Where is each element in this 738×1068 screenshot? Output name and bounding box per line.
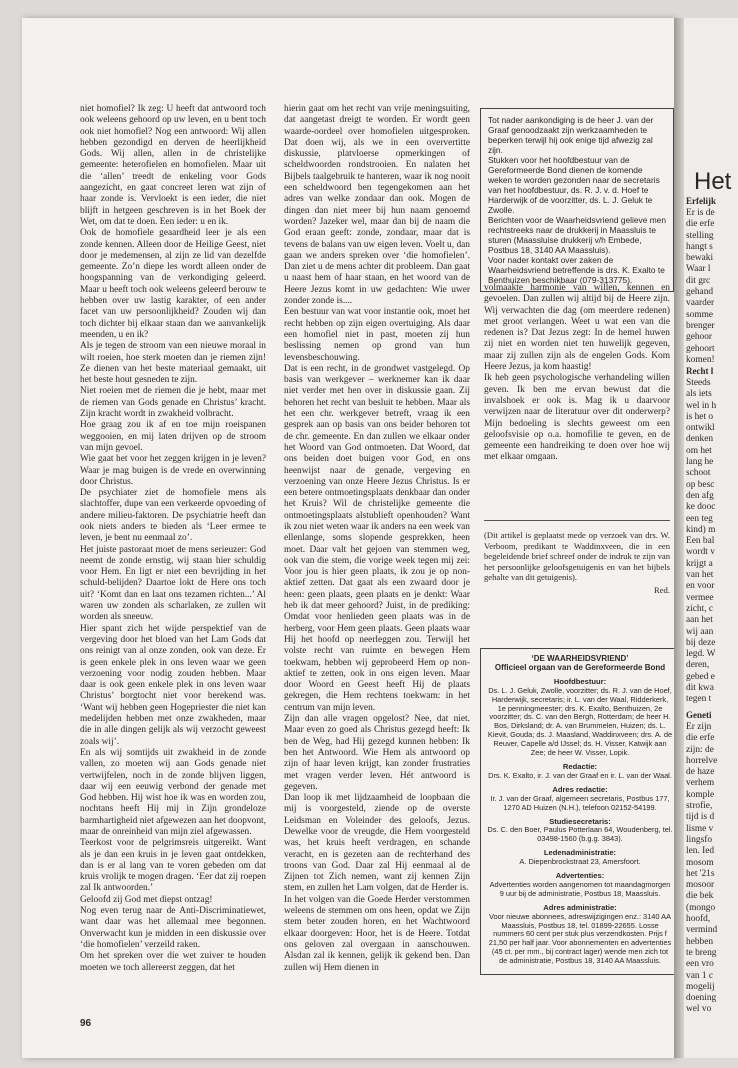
article-paragraph: Niet roeien met de riemen die je hebt, maar met de riemen van Gods genade en Christus’ kracht. Zijn kracht wordt in zwakheid volbracht. [80,386,266,420]
colophon-body: Drs. K. Exalto, ir. J. van der Graaf en ir. L. van der Waal. [488,770,672,780]
article-paragraph: Hoe graag zou ik af en toe mijn roeispanen weggooien, en mij laten drijven op de stroom van mijn gevoel. [80,420,266,453]
adjacent-line: om het [686,445,712,456]
colophon-body: Ir. J. van der Graaf, algemeen secretaris, Postbus 177, 1270 AD Huizen (N.H.), telefoon 02152-54199. [490,793,670,812]
article-paragraph: Zijn dan alle vragen opgelost? Nee, dat niet. Maar even zo goed als Christus gezegd heeft: Ik ben de Weg, had Hij gezegd kunnen hebben: Ik ben het Antwoord. Wie Hem als antwoord op zijn of haar leven krijgt, kan zonder frustraties met vragen verder leven. Hét antwoord is gegeven. [284,714,470,792]
article-paragraph: Ik heb geen psychologische verhandeling willen geven. Ik ben me ervan bewust dat die invalshoek er ook is. Mag ik u daarvoor verwijzen naar de literatuur over dit onderwerp? Mijn bedoeling is slechts geweest om een geloofsvisie op o.a. homofilie te geven, en de gemeente een handreiking te doen over hoe wij met elkaar omgaan. [484,373,670,463]
announcement-paragraph: Tot nader aankondiging is de heer J. van der Graaf genoodzaakt zijn werkzaamheden te beperken terwijl hij ook enige tijd afwezig zal zijn. [488,115,654,155]
adjacent-line: tijd is d [686,812,715,823]
adjacent-line: ontwikl [686,423,715,434]
announcement-paragraph: Berichten voor de Waarheidsvriend gelieve men rechtstreeks naar de drukkerij in Maassluis te sturen (Maassluise drukkerij v/h Embede, Postbus 18, 3140 AA Maassluis). [488,215,666,255]
adjacent-line: gehoort [686,343,715,354]
adjacent-line: op besc [686,479,715,490]
adjacent-line: zicht, c [686,603,714,614]
colophon-heading: Advertenties: [555,871,605,881]
colophon-subtitle: Officieel orgaan van de Gereformeerde Bond [494,662,666,672]
adjacent-line: Een bal [686,536,715,547]
adjacent-line: Er zijn [686,722,712,732]
adjacent-subheading-1: Erfelijk [686,196,716,206]
adjacent-line: krijgt a [686,558,713,569]
colophon-body: Advertenties worden aangenomen tot maandagmorgen 9 uur bij de administratie, Postbus 18, Maassluis. [489,879,671,898]
colophon-box [480,648,680,975]
editor-note [484,530,670,596]
adjacent-line: Er is de [686,208,715,218]
colophon-body: Ds. C. den Boer, Paulus Potterlaan 64, Woudenberg, tel. 03498-1560 (b.g.g. 3843). [487,825,673,844]
article-paragraph: Als je tegen de stroom van een nieuwe moraal in wilt roeien, hoe sterk moeten dan je riemen zijn! Ze dienen van het beste materiaal gemaakt, uit het beste hout gesneden te zijn. [80,341,266,386]
article-paragraph: In het volgen van die Goede Herder verstommen weleens de stemmen om ons heen, opdat we Zijn stem beter zouden horen, en het Wachtwoord elkaar doorgeven: Hoor, het is de Heere. Totdat ons geloven zal overgaan in aanschouwen. Alsdan zal ik kennen, gelijk ik gekend ben. Dan zullen wij Hem dienen in [284,894,470,973]
adjacent-line: komple [686,789,715,800]
adjacent-line: van 1 c [686,970,714,981]
adjacent-line: een vro [686,959,714,970]
adjacent-line: wel in h [686,400,717,411]
adjacent-line: doening [686,993,717,1004]
adjacent-line: komen! [686,354,715,365]
article-paragraph: Teerkost voor de pelgrimsreis uitgereikt. Want als je dan een kruis in je leven gaat ontdekken, dan is er al lang van te voren gebeden om dat kruis vrolijk te mogen dragen. ‘Eer dat zij roepen zal Ik antwoorden.’ [80,838,266,894]
adjacent-line: als iets [686,389,712,400]
adjacent-line: wij aan [686,626,714,637]
adjacent-line: bij deze [686,637,716,648]
adjacent-line: wel vo [686,1004,712,1015]
adjacent-line: Waar l [686,264,711,275]
article-paragraph: En als wij somtijds uit zwakheid in de zonde vallen, zo moeten wij aan Gods genade niet vertwijfelen, noch in de zonde blijven liggen, daar wij een eeuwig verbond der genade met God hebben. Hij wist hoe ik was en worden zou, nochtans heeft Hij mij in Zijn grondeloze barmhartigheid niet afgewezen aan het doopvont, maar de onreinheid van mijn ziel afgewassen. [80,747,266,837]
adjacent-line: dit grc [686,275,711,286]
adjacent-line: gehand [686,287,714,298]
colophon-sections [487,678,673,966]
colophon-heading: Studiesecretaris: [549,816,611,826]
adjacent-line: vaarder [686,298,715,309]
editor-signature: Red. [654,584,670,595]
article-paragraph: Het juiste pastoraat moet de mens serieuzer: God neemt de zonde ernstig, wij staan hier schuldig voor Hem. En ligt er niet een bevrijding in het schuld-belijden? Daartoe lokt de Here ons toch uit? ‘Komt dan en laat ons tezamen richten...’ Al waren uw zonden als scharlaken, ze zullen wit worden als sneeuw. [80,544,266,623]
adjacent-line: somme [686,309,714,320]
adjacent-line: de haze [686,767,715,778]
magazine-page [22,18,674,1058]
adjacent-line: lingsfo [686,834,713,845]
adjacent-line: gebed e [686,671,715,682]
adjacent-line: deren, [686,660,710,671]
adjacent-line: te breng [686,947,717,958]
adjacent-text-c [686,722,738,1016]
adjacent-line: horrelve [686,755,718,766]
colophon-heading: Redactie: [562,761,598,771]
page-number: 96 [80,1018,92,1029]
adjacent-line: vermind [686,925,718,936]
article-paragraph: Dat is een recht, in de grondwet vastgelegd. Op basis van werkgever – werknemer kan ik daar niet verder met hen over in diskussie gaan. Zij behoren het recht van besluit te hebben. Maar als het een chr. werkgever betreft, vraag ik een gesprek aan op basis van ons beider behoren tot de chr. gemeente. En dan zullen we elkaar onder het Woord van God ontmoeten. Dat Woord, dat ons beiden doet buigen voor God, en ons heenwijst naar de genade, vergeving en verzoening van onze Heere Jezus Christus. Is er een betere ontmoetingsplaats denkbaar dan onder het Kruis? Wil de christelijke gemeente die ontmoetingsplaats alstublieft openhouden? Want ik zou niet weten waar ik anders na een week van ellenlange, soms slopende gesprekken, heen moet. Daar valt het gejoen van stemmen weg, ook van die stem, die vorige week tegen mij zei: Voor jou is hier geen plaats, ik zou je op non-aktief zetten. Dat gaat als een zwaard door je heen: geen plaats, geen plaats en je denkt: Waar heb ik dat meer gehoord? Juist, in de prediking: Omdat voor henlieden geen plaats was in de herberg, voor Hem geen plaats. Geen plaats waar Hij het hoofd op neerleggen zou. Terwijl het volste recht van ruimte en bewegen Hem toekwam, hebben wij geprobeerd Hem op non-aktief te zetten, ook in ons eigen leven. Maar door Woord en Geest heeft Hij de plaats gekregen, die Hem rechtens toekwam: in het centrum van mijn leven. [284,363,470,713]
colophon-body: A. Diepenbrockstraat 23, Amersfoort. [519,857,641,867]
article-column-1 [80,104,266,974]
adjacent-line: lisme v [686,823,714,834]
adjacent-line: en voor [686,581,715,592]
adjacent-line: hoofd, [686,914,711,925]
adjacent-line: dit kwa [686,683,714,694]
adjacent-line: is het o [686,411,714,422]
adjacent-line: die erfe [686,219,715,230]
adjacent-line: kind) m [686,524,716,535]
colophon-body: Voor nieuwe abonnees, adreswijzigingen enz.: 3140 AA Maassluis, Postbus 18, tel. 01899-22655. Losse nummers 60 cent per stuk plus verzendkosten. Prijs f 21,50 per half jaar. Voor abonnementen en advertenties (45 ct. per mm., bij contract lager) wende men zich tot de administratie, Postbus 18, 3140 AA Maassluis. [488,911,672,966]
adjacent-line: hebben [686,936,714,947]
adjacent-line: wordt v [686,547,715,558]
adjacent-line: mogelij [686,981,715,992]
adjacent-line: die bek [686,891,714,902]
adjacent-line: een teg [686,513,713,524]
adjacent-line: len. Ied [686,846,715,857]
adjacent-line: denken [686,434,714,445]
article-paragraph: volmaakte harmonie van willen, kennen en gevoelen. Dan zullen wij altijd bij de Heere zijn. Wij verwachten die dag (om meerdere redenen) met groot verlangen. Weet u wat een van die redenen is? Dat Jezus zegt: In de hemel huwen zij niet en worden niet ten huwelijk gegeven, maar zij zullen zijn als de engelen Gods. Kom Heere Jezus, ja kom haastig! [484,283,670,373]
adjacent-subheading-2: Recht l [686,366,714,376]
announcement-paragraph: Voor nader kontakt over zaken de Waarheidsvriend betreffende is drs. K. Exalto te Benthuizen beschikbaar (079-313775). [488,255,665,285]
article-paragraph: Geloofd zij God met diepst ontzag! [80,894,213,905]
adjacent-line: het '21s [686,868,715,879]
adjacent-line: schoot [686,468,711,479]
adjacent-line: Steeds [686,378,711,388]
colophon-body: Ds. L. J. Geluk, Zwolle, voorzitter; ds. R. J. van de Hoef, Harderwijk, secretaris; ir. L. van der Waal, Ridderkerk, 1e penningmeester; drs. K. Exalto, Benthuizen, 2e voorzitter; ds. C. van den Bergh, Rotterdam; de heer H. Bos, Dirksland; dr. A. van Brummelen, Huizen; ds. L. Kievit, Gouda; ds. J. Maasland, Waddinxveen; drs. A. de Reuver, Capelle a/d IJssel; ds. H. Visser, Katwijk aan Zee; de heer W. Visser, Lopik. [487,685,673,758]
adjacent-line: bewaki [686,253,714,264]
article-column-3 [484,283,670,464]
adjacent-line: mosoor [686,880,715,891]
article-paragraph: De psychiater ziet de homofiele mens als slachtoffer, dupe van een verkeerde opvoeding of andere milieu-faktoren. De psychiatrie heeft dan ook niets anders te bieden als ‘Leer ermee te leven, je bent nu eenmaal zo’. [80,488,266,544]
colophon-title: ‘DE WAARHEIDSVRIEND’ [531,654,629,663]
adjacent-heading: Het [694,168,732,195]
adjacent-page [684,18,738,1058]
article-paragraph: Hier spant zich het wijde perspektief van de vergeving door het bloed van het Lam Gods dat ons reinigt van al onze zonden, ook van deze. Er is geen enkele plek in ons leven waar we geen verzoening voor nodig zouden hebben. Maar daar is ook geen enkele plek in ons leven waar Christus’ borgtocht niet voor berekend was. ‘Want wij hebben geen Hogepriester die niet kan medelijden hebben met onze zwakheden, maar die in alle dingen gelijk als wij verzocht geweest zoals wij’. [80,623,266,747]
adjacent-line: hangt s [686,241,713,252]
announcement-box [480,108,674,292]
article-paragraph: Een bestuur van wat voor instantie ook, moet het recht hebben op zijn eigen overtuiging. Als daar een homofiel niet in past, moeten zij hun beslissing nemen op grond van hun levensbeschouwing. [284,307,470,363]
adjacent-line: vermee [686,592,714,603]
announcement-paragraph: Stukken voor het hoofdbestuur van de Gereformeerde Bond dienen de komende weken te worden gezonden naar de secretaris van het hoofdbestuur, ds. R. J. v. d. Hoef te Harderwijk of de voorzitter, ds. L. J. Geluk te Zwolle. [488,155,660,215]
adjacent-line: aan het [686,615,713,626]
adjacent-line: zijn: de [686,744,714,755]
adjacent-text-b [686,378,738,706]
adjacent-subheading-3: Geneti [686,710,712,720]
adjacent-line: brenger [686,320,715,331]
article-paragraph: Wie gaat het voor het zeggen krijgen in je leven? Waar je mag buigen is de vrede en overwinning door Christus. [80,454,266,487]
note-divider [484,520,670,521]
adjacent-line: den afg [686,490,714,501]
article-paragraph: Ook de homofiele geaardheid leer je als een zonde kennen. Alleen door de Heilige Geest, niet door je medemensen, al zijn ze lid van dezelfde gemeente. Zo’n diepe les wordt alleen onder de hoogspanning van de verkondiging geleerd. Maar u heeft toch ook weleens geleerd berouw te hebben over uw lastig karakter, of een ander facet van uw persoonlijkheid? Zouden wij dan toch dichter bij elkaar staan dan we aanvankelijk meenden, u en ik? [80,228,266,340]
article-paragraph: niet homofiel? Ik zeg: U heeft dat antwoord toch ook weleens gehoord op uw leven, en u bent toch ook niet homofiel? Nog een antwoord: Wij allen hebben gezondigd en derven de heerlijkheid Gods. Wij allen, allen in de christelijke gemeente: heterofielen en homofielen. Maar uit die ‘allen’ treedt de enkeling voor Gods aangezicht, en gaat concreet leren wat zijn of haar zonde is. Vervloekt is een ieder, die niet blijft in hetgeen geschreven is in het Boek der Wet, om dat te doen. Een ieder: u en ik. [80,104,266,227]
article-paragraph: hierin gaat om het recht van vrije meningsuiting, dat aangetast dreigt te worden. Er wordt geen waarde-oordeel over homofielen uitgesproken. Dat doen wij, als we in een oververtitte diskussie, platvloerse opmerkingen of scheldwoorden rondstrooien. En nalaten het Bijbels taalgebruik te hanteren, waar ik nog nooit een scheldwoord ben tegengekomen aan het adres van welke zondaar dan ook. Mogen de dingen dan niet meer bij hun naam genoemd worden? Jazeker wel, maar dan bij de naam die God eraan geeft: zonde, zondaar, maar dat is tevens de balans van uw eigen leven. Voelt u, dan gaan we anders spreken over ‘die homofielen’. Dan ziet u de mens achter dit probleem. Dan gaat u naast hem of haar staan, en het woord van de Heere Jezus komt in uw gedachten: Wie uwer zonder zonde is.... [284,104,470,307]
adjacent-line: gehoor [686,332,713,343]
article-paragraph: Om het spreken over die wet zuiver te houden moeten we toch allereerst zeggen, dat het [80,951,266,973]
adjacent-line: lang he [686,457,714,468]
colophon-heading: Ledenadministratie: [543,848,617,858]
adjacent-line: mosom [686,857,714,868]
colophon-heading: Hoofdbestuur: [553,676,607,686]
adjacent-line: (mongo [686,902,716,913]
adjacent-line: tegen t [686,694,712,705]
adjacent-line: van het [686,570,714,581]
editor-note-text: (Dit artikel is geplaatst mede op verzoek van drs. W. Verboom, predikant te Waddinxveen, die in een begeleidende brief schreef onder de indruk te zijn van het persoonlijke geloofsgetuigenis en van het bijbels gehalte van dit getuigenis). [484,530,670,583]
adjacent-text-a [686,208,738,366]
adjacent-line: die erfe [686,733,715,744]
article-column-2 [284,104,470,974]
adjacent-line: legd. W [686,649,716,660]
colophon-heading: Adres redactie: [552,784,608,794]
adjacent-line: stelling [686,230,714,241]
article-paragraph: Dan loop ik met lijdzaamheid de loopbaan die mij is voorgesteld, ziende op de overste Leidsman en Voleinder des geloofs, Jezus. Dewelke voor de vreugde, die Hem voorgesteld was, het kruis heeft verdragen, en schande veracht, en is gezeten aan de rechterhand des troons van God. Daar zal Hij eenmaal al de Zijnen tot Zich nemen, want zij kennen Zijn stem, en zullen het Lam volgen, dat de Herder is. [284,793,470,894]
colophon-heading: Adres administratie: [543,902,617,912]
binding-gutter [674,18,684,1058]
adjacent-line: ke dooc [686,502,716,513]
adjacent-line: strofie, [686,801,713,812]
adjacent-line: verhem [686,778,715,789]
article-paragraph: Nog even terug naar de Anti-Discriminatiewet, want daar was het allemaal mee begonnen. Onverwacht kun je midden in een diskussie over ‘die homofielen’ verzeild raken. [80,906,266,950]
